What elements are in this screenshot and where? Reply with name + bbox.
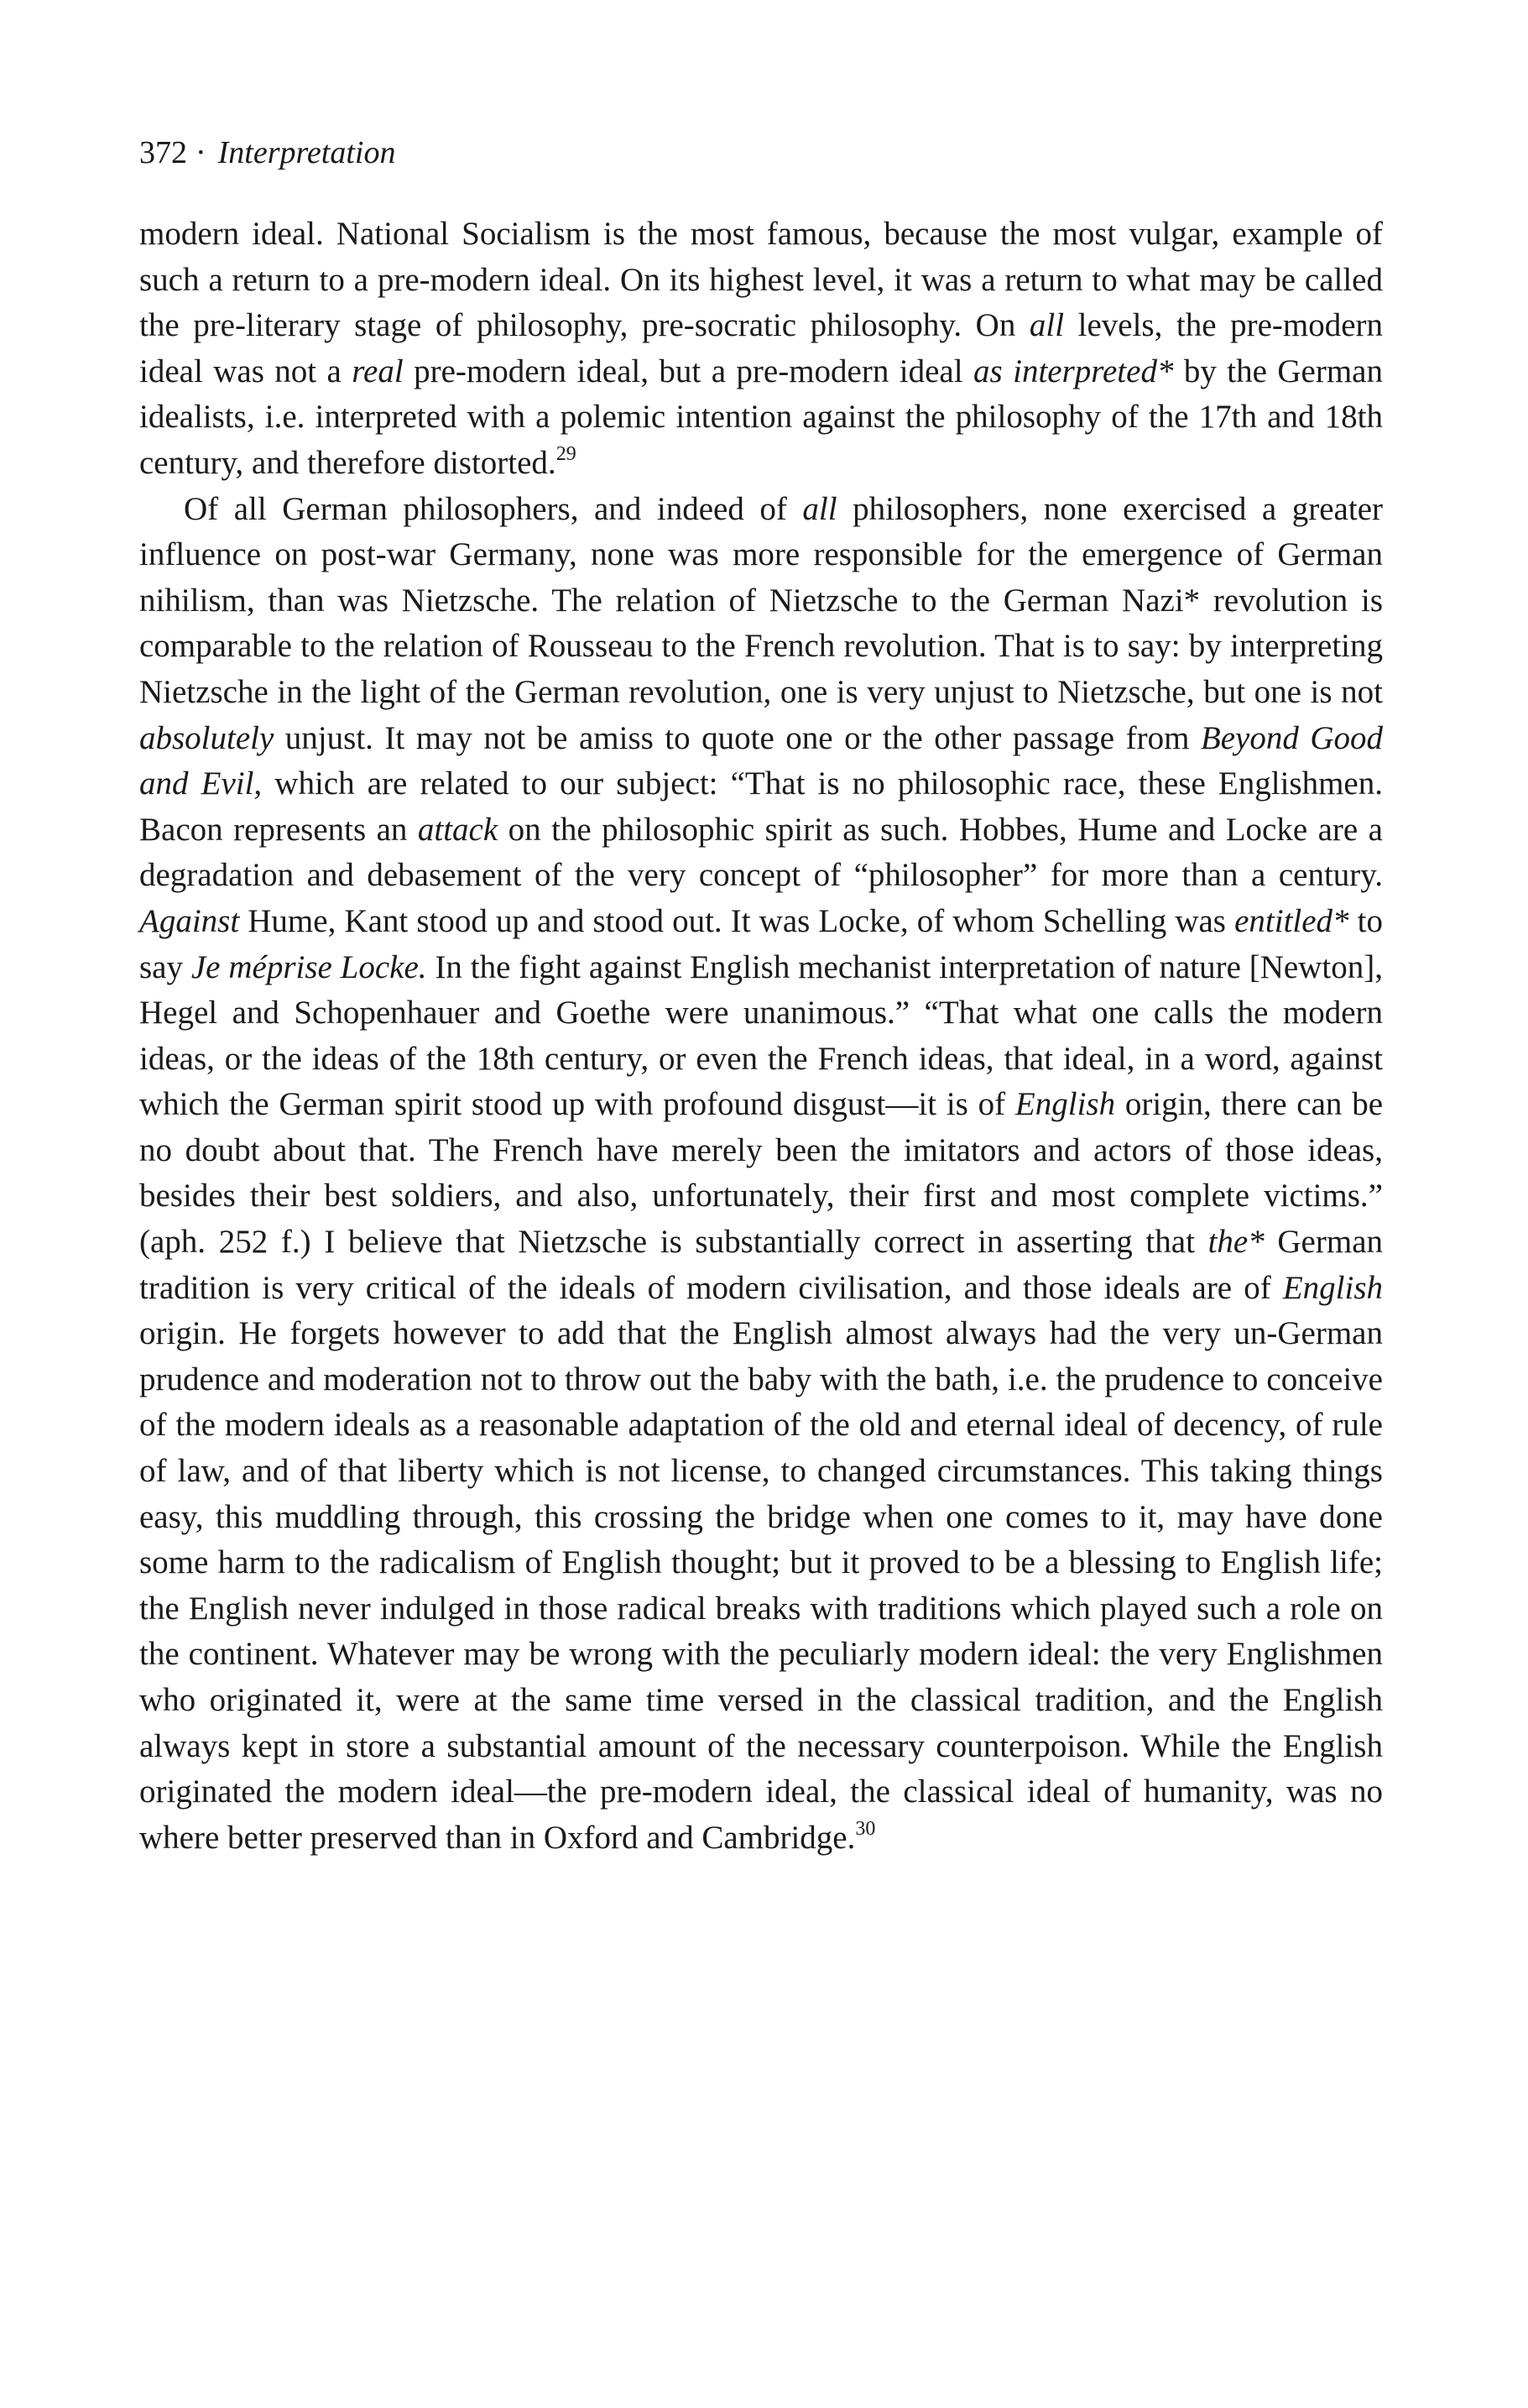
italic-text: real [352,353,404,389]
italic-text: attack [417,811,498,848]
text-segment: to say [139,902,1383,985]
text-segment: pre-modern ideal, but a pre-modern ideal [403,353,973,389]
text-segment: unjust. It may not be amiss to quote one or the other passage from [274,719,1201,756]
italic-text: English [1282,1269,1383,1306]
italic-text: absolutely [139,719,274,756]
paragraph [139,212,1383,487]
italic-text: English [1014,1086,1116,1123]
italic-text: Beyond Good and Evil, [139,719,1384,802]
page-number: 372 [139,135,187,170]
italic-text: the* [1207,1224,1265,1261]
paragraph [139,487,1383,1862]
footnote-marker: 30 [855,1817,876,1840]
text-segment: which are related to our subject: “That is no philosophic race, these Englishmen. Bacon represents an [139,765,1383,848]
text-segment: origin, there can be no doubt about that. The French have merely been the imitators and actors of those ideas, besides their best soldiers, and also, unfortunately, their first and most complete victims.” (aph. 252 f.) I believe that Nietzsche is substantially correct in asserting that [139,1086,1384,1261]
text-segment: German tradition is very critical of the ideals of modern civilisation, and those ideals are of [139,1224,1384,1306]
italic-text: entitled* [1234,902,1349,939]
italic-text: all [1029,307,1065,344]
italic-text: Je méprise Locke. [190,948,427,985]
running-title: Interpretation [217,135,396,170]
text-segment: In the fight against English mechanist interpretation of nature [Newton], Hegel and Schopenhauer and Goethe were unanimous.” “That what one calls the modern ideas, or the ideas of the 18th century, or even the French ideas, that ideal, in a word, against which the German spirit stood up with profound disgust—it is of [139,948,1383,1123]
footnote-marker: 29 [555,442,576,465]
body-text [139,212,1383,1861]
header-separator: · [196,135,206,170]
running-head [139,133,395,173]
text-segment: by the German idealists, i.e. interpreted with a polemic intention against the philosophy of the 17th and 18th century, and therefore distorted. [139,353,1383,481]
italic-text: Against [139,902,240,939]
text-segment: Of all German philosophers, and indeed of [184,490,803,527]
text-segment: philosophers, none exercised a greater influence on post-war Germany, none was more responsible for the emergence of German nihilism, than was Nietzsche. The relation of Nietzsche to the German Nazi* revolution is comparable to the relation of Rousseau to the French revolution. That is to say: by interpreting Nietzsche in the light of the German revolution, one is very unjust to Nietzsche, but one is not [139,490,1383,710]
text-segment: levels, the pre-modern ideal was not a [139,307,1384,389]
italic-text: all [802,490,837,527]
italic-text: as interpreted* [973,353,1174,389]
text-segment: modern ideal. National Socialism is the most famous, because the most vulgar, example of such a return to a pre-modern ideal. On its highest level, it was a return to what may be called the pre-literary stage of philosophy, pre-socratic philosophy. On [139,216,1383,344]
text-segment: on the philosophic spirit as such. Hobbes, Hume and Locke are a degradation and debasement of the very concept of “philosopher” for more than a century. [139,811,1383,894]
text-segment: Hume, Kant stood up and stood out. It was Locke, of whom Schelling was [239,902,1235,939]
text-segment: origin. He forgets however to add that the English almost always had the very un-German prudence and moderation not to throw out the baby with the bath, i.e. the prudence to conceive of the modern ideals as a reasonable adaptation of the old and eternal ideal of decency, of rule of law, and of that liberty which is not license, to changed circumstances. This taking things easy, this muddling through, this crossing the bridge when one comes to it, may have done some harm to the radicalism of English thought; but it proved to be a blessing to English life; the English never indulged in those radical breaks with traditions which played such a role on the continent. Whatever may be wrong with the peculiarly modern ideal: the very Englishmen who originated it, were at the same time versed in the classical tradition, and the English always kept in store a substantial amount of the necessary counterpoison. While the English originated the modern ideal—the pre-modern ideal, the classical ideal of humanity, was no where better preserved than in Oxford and Cambridge. [139,1315,1383,1856]
